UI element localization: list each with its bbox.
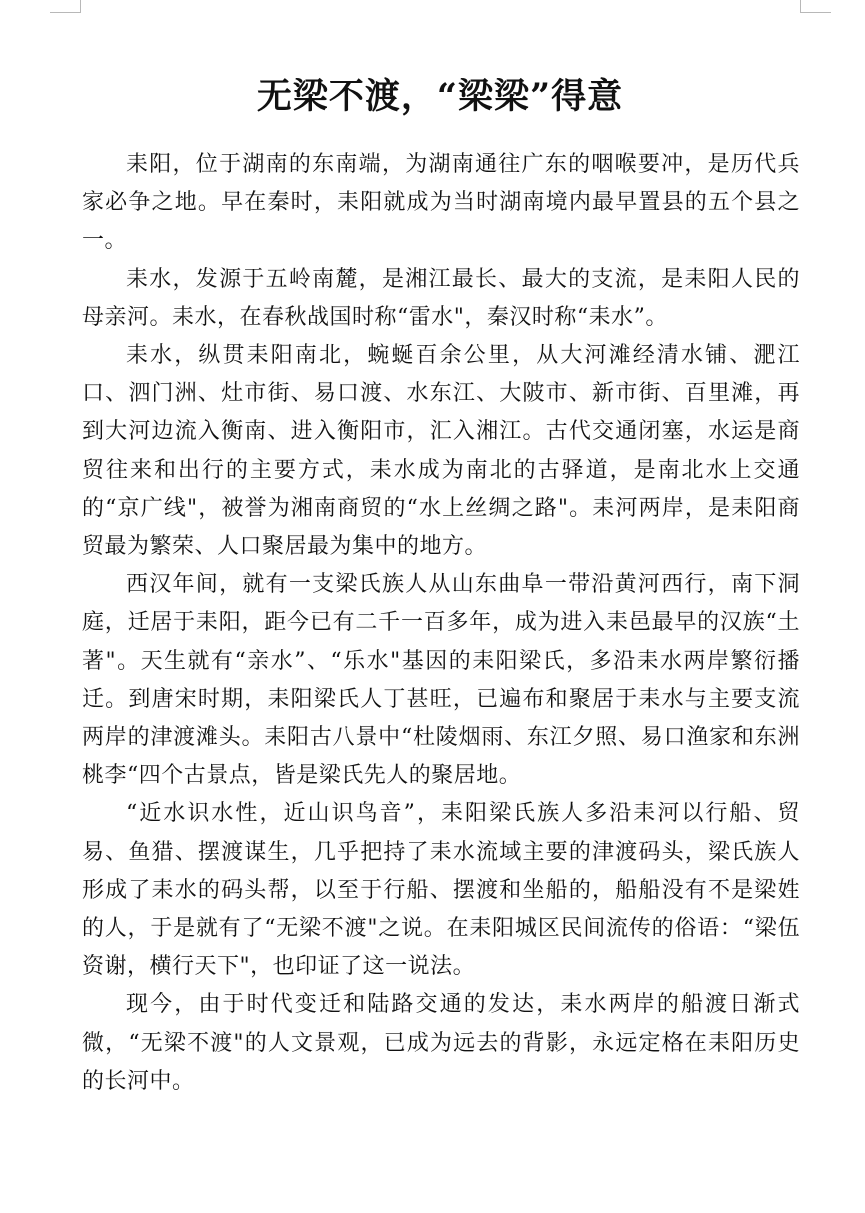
crop-mark-top-left [50, 0, 81, 13]
paragraph: 耒阳，位于湖南的东南端，为湖南通往广东的咽喉要冲，是历代兵家必争之地。早在秦时，耒阳就成为当时湖南境内最早置县的五个县之一。 [82, 152, 800, 254]
paragraph: 现今，由于时代变迁和陆路交通的发达，耒水两岸的船渡日渐式微，“无梁不渡"的人文景观，已成为远去的背影，永远定格在耒阳历史的长河中。 [82, 992, 800, 1094]
paragraph: “近水识水性，近山识鸟音”，耒阳梁氏族人多沿耒河以行船、贸易、鱼猎、摆渡谋生，几乎把持了耒水流域主要的津渡码头，梁氏族人形成了耒水的码头帮，以至于行船、摆渡和坐船的，船船没有不是梁姓的人，于是就有了“无梁不渡"之说。在耒阳城区民间流传的俗语：“梁伍资谢，横行天下"，也印证了这一说法。 [82, 801, 800, 980]
paragraph: 耒水，发源于五岭南麓，是湘江最长、最大的支流，是耒阳人民的母亲河。耒水，在春秋战国时称“雷水"，秦汉时称“耒水”。 [82, 266, 800, 330]
crop-mark-top-right [800, 0, 831, 13]
page-title: 无梁不渡，“梁梁”得意 [256, 76, 624, 117]
paragraph: 西汉年间，就有一支梁氏族人从山东曲阜一带沿黄河西行，南下洞庭，迁居于耒阳，距今已有二千一百多年，成为进入耒邑最早的汉族“土著"。天生就有“亲水”、“乐水"基因的耒阳梁氏，多沿耒水两岸繁衍播迁。到唐宋时期，耒阳梁氏人丁甚旺，已遍布和聚居于耒水与主要支流两岸的津渡滩头。耒阳古八景中“杜陵烟雨、东江夕照、易口渔家和东洲桃李“四个古景点，皆是梁氏先人的聚居地。 [82, 572, 800, 789]
paragraph: 耒水，纵贯耒阳南北，蜿蜒百余公里，从大河滩经清水铺、淝江口、泗门洲、灶市街、易口渡、水东江、大陂市、新市街、百里滩，再到大河边流入衡南、进入衡阳市，汇入湘江。古代交通闭塞，水运是商贸往来和出行的主要方式，耒水成为南北的古驿道，是南北水上交通的“京广线"，被誉为湘南商贸的“水上丝绸之路"。耒河两岸，是耒阳商贸最为繁荣、人口聚居最为集中的地方。 [82, 343, 800, 560]
article-body [82, 146, 800, 1101]
